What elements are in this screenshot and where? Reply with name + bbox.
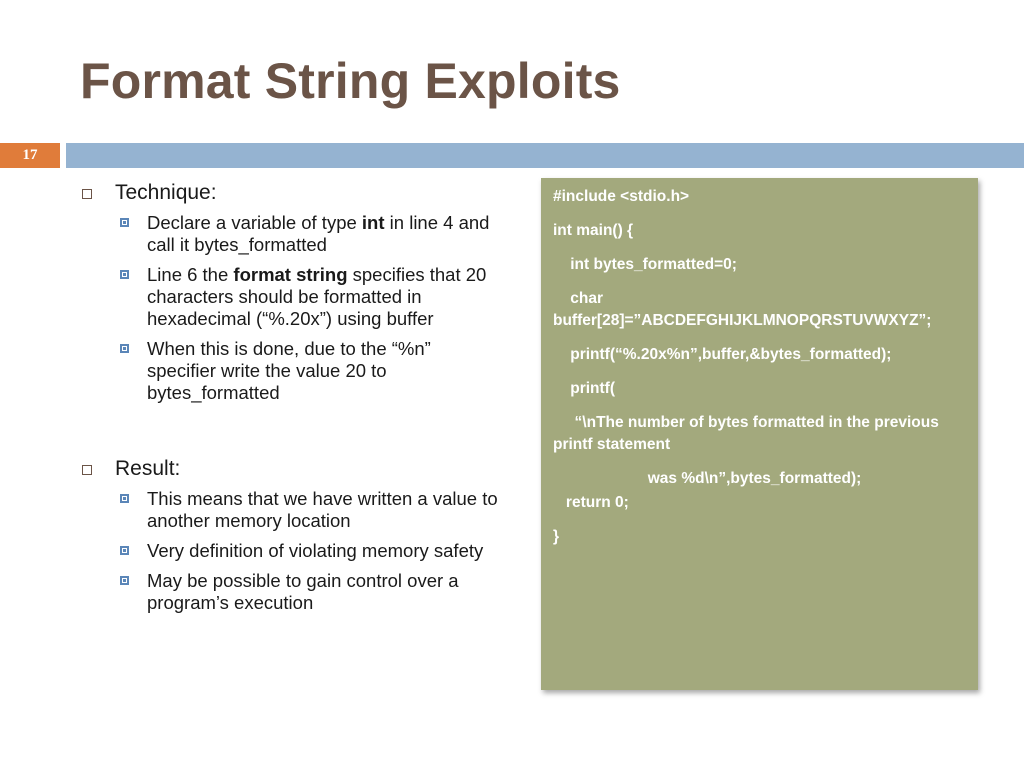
list-item — [120, 338, 500, 404]
box-bullet-icon — [82, 465, 92, 475]
result-section — [80, 456, 500, 614]
technique-section — [80, 180, 500, 404]
code-line: int bytes_formatted=0; — [553, 256, 737, 273]
item-text: Very definition of violating memory safety — [147, 540, 484, 561]
code-line: printf(“%.20x%n”,buffer,&bytes_formatted); — [553, 346, 892, 363]
code-line: int main() { — [553, 222, 634, 239]
result-list — [120, 488, 500, 614]
result-heading-row — [80, 456, 500, 482]
item-text: specifies that 20 characters should be formatted in hexadecimal (“%.20x”) using buffer — [147, 264, 487, 329]
slide-number: 17 — [0, 143, 60, 168]
result-heading: Result: — [115, 457, 181, 480]
list-item — [120, 264, 500, 330]
item-bold-text: int — [361, 212, 385, 233]
square-bullet-icon — [120, 576, 129, 585]
list-item — [120, 488, 500, 532]
list-item — [120, 540, 500, 562]
code-line: return 0; — [553, 494, 629, 511]
slide-title: Format String Exploits — [80, 53, 621, 109]
square-bullet-icon — [120, 494, 129, 503]
code-line: char buffer[28]=”ABCDEFGHIJKLMNOPQRSTUVWXYZ”; — [553, 290, 932, 329]
bullet-content — [80, 180, 500, 622]
code-box — [541, 178, 978, 690]
box-bullet-icon — [82, 189, 92, 199]
item-text: in line 4 and call it bytes_formatted — [147, 212, 490, 255]
header-bar — [66, 143, 1024, 168]
technique-heading-row — [80, 180, 500, 206]
square-bullet-icon — [120, 344, 129, 353]
item-text: Declare a variable of type — [147, 212, 362, 233]
item-text: When this is done, due to the “%n” specifier write the value 20 to bytes_formatted — [147, 338, 431, 403]
code-line: printf( — [553, 380, 615, 397]
item-bold-text: format string — [233, 264, 348, 285]
item-text: This means that we have written a value to another memory location — [147, 488, 498, 531]
item-text: May be possible to gain control over a program’s execution — [147, 570, 459, 613]
list-item — [120, 570, 500, 614]
item-text: Line 6 the — [147, 264, 234, 285]
square-bullet-icon — [120, 546, 129, 555]
code-line: “\nThe number of bytes formatted in the previous printf statement — [553, 414, 944, 453]
list-item — [120, 212, 500, 256]
square-bullet-icon — [120, 218, 129, 227]
technique-list — [120, 212, 500, 404]
code-line: } — [553, 528, 560, 545]
code-line: #include <stdio.h> — [553, 188, 690, 205]
square-bullet-icon — [120, 270, 129, 279]
code-line: was %d\n”,bytes_formatted); — [553, 470, 862, 487]
technique-heading: Technique: — [115, 181, 217, 204]
